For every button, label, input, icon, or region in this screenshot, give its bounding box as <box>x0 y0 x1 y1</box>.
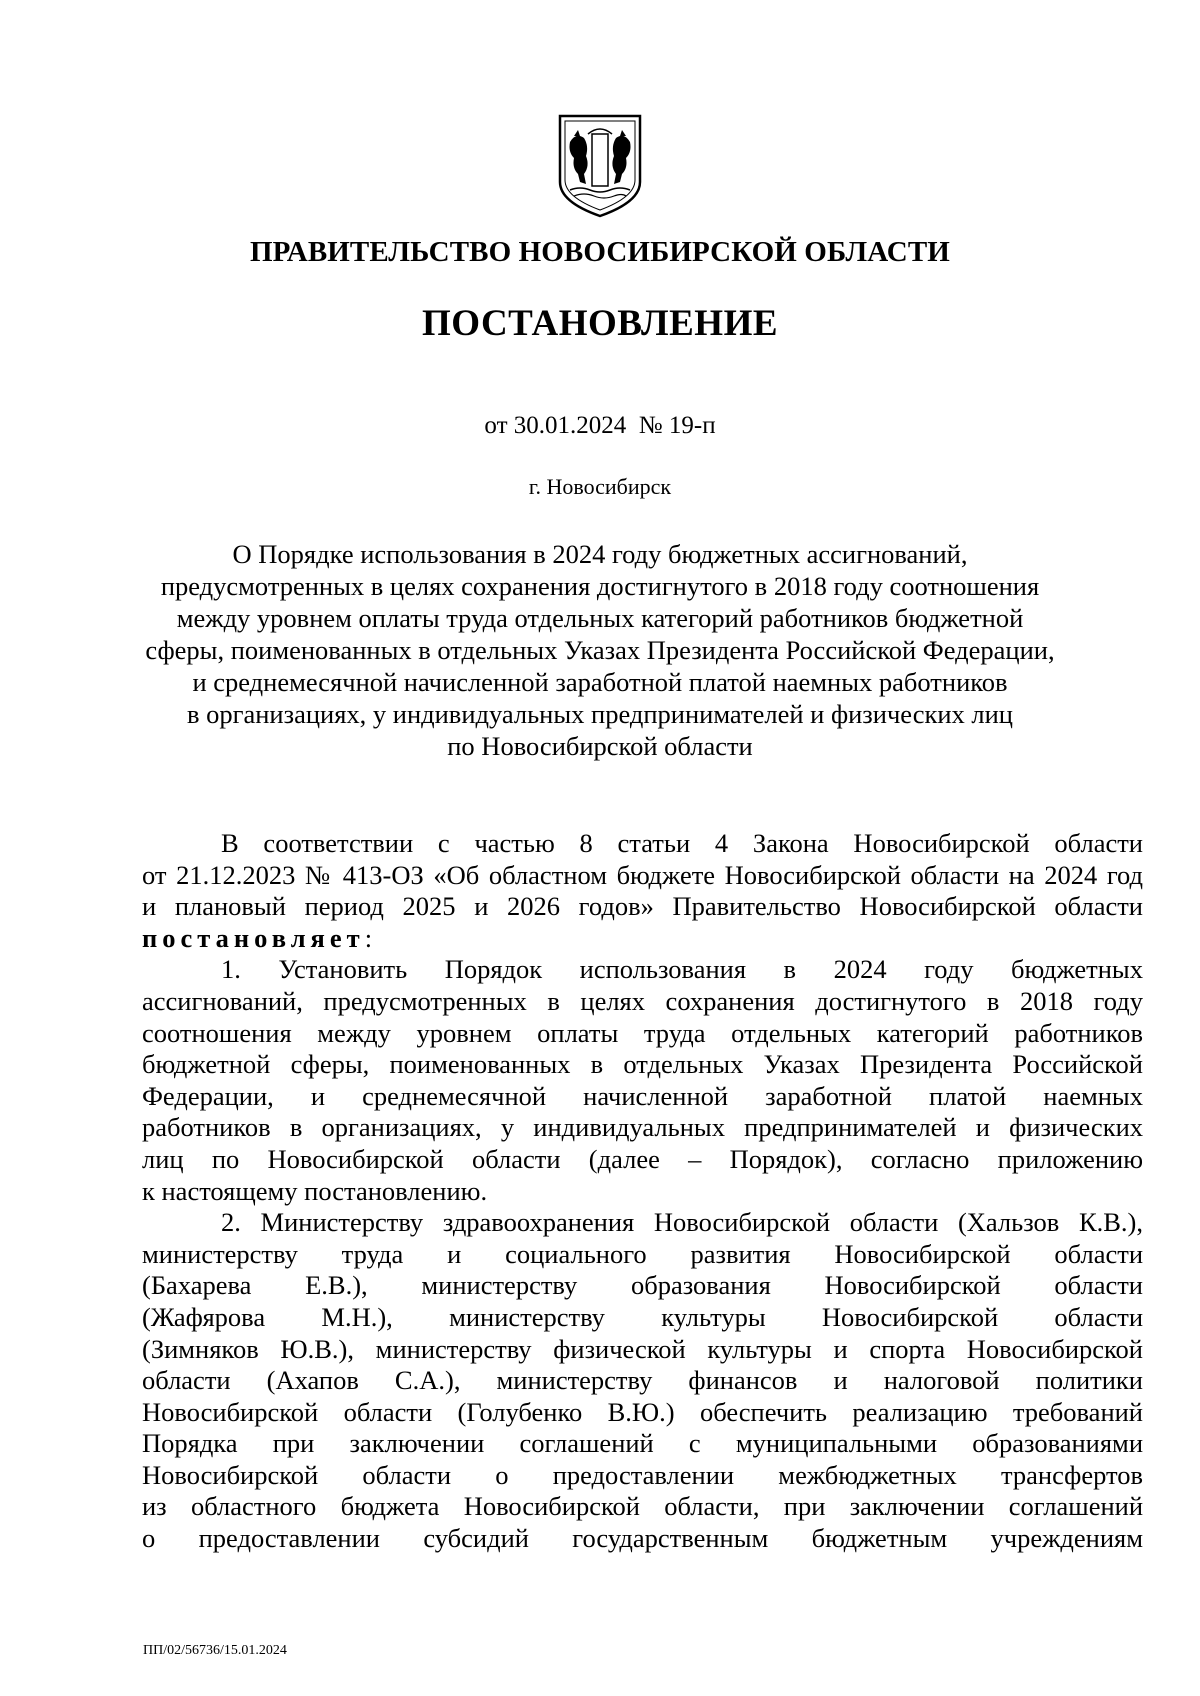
resolves-colon: : <box>364 922 373 953</box>
item1-line: лиц по Новосибирской области (далее – Порядок), согласно приложению <box>142 1143 1143 1174</box>
title-line: сферы, поименованных в отдельных Указах Президента Российской Федерации, <box>145 635 1055 665</box>
preamble-line: от 21.12.2023 № 413-ОЗ «Об областном бюджете Новосибирской области на 2024 год <box>142 859 1143 890</box>
item1-line: ассигнований, предусмотренных в целях сохранения достигнутого в 2018 году <box>142 985 1143 1016</box>
title-line: между уровнем оплаты труда отдельных категорий работников бюджетной <box>176 603 1024 633</box>
document-number: от 30.01.2024 № 19-п <box>484 412 716 439</box>
item1-line: 1. Установить Порядок использования в 2024 году бюджетных <box>221 954 1143 985</box>
item2-line: 2. Министерству здравоохранения Новосибирской области (Хальзов К.В.), <box>221 1207 1143 1238</box>
document-title <box>120 538 1080 762</box>
item2-line: Порядка при заключении соглашений с муниципальными образованиями <box>142 1428 1143 1459</box>
item1-line: бюджетной сферы, поименованных в отдельных Указах Президента Российской <box>142 1049 1143 1080</box>
coat-of-arms-icon <box>556 112 644 220</box>
item1-line: к настоящему постановлению. <box>142 1175 488 1206</box>
item2-line: из областного бюджета Новосибирской области, при заключении соглашений <box>142 1491 1143 1522</box>
item2-line: министерству труда и социального развития Новосибирской области <box>142 1238 1143 1269</box>
item1-line: работников в организациях, у индивидуальных предпринимателей и физических <box>142 1112 1143 1143</box>
document-body <box>142 828 1143 1555</box>
title-line: по Новосибирской области <box>447 731 753 761</box>
item1-line: соотношения между уровнем оплаты труда отдельных категорий работников <box>142 1017 1143 1048</box>
item2-line: Новосибирской области о предоставлении межбюджетных трансфертов <box>142 1459 1143 1490</box>
item2-line: о предоставлении субсидий государственным бюджетным учреждениям <box>142 1523 1143 1554</box>
title-line: О Порядке использования в 2024 году бюджетных ассигнований, <box>232 539 968 569</box>
organization-name: ПРАВИТЕЛЬСТВО НОВОСИБИРСКОЙ ОБЛАСТИ <box>250 236 950 268</box>
item1-line: Федерации, и среднемесячной начисленной заработной платой наемных <box>142 1080 1143 1111</box>
document-type: ПОСТАНОВЛЕНИЕ <box>421 303 779 344</box>
title-line: предусмотренных в целях сохранения достигнутого в 2018 году соотношения <box>160 571 1040 601</box>
item2-line: (Зимняков Ю.В.), министерству физической культуры и спорта Новосибирской <box>142 1333 1143 1364</box>
resolves-line <box>142 923 1143 955</box>
document-city: г. Новосибирск <box>528 474 672 499</box>
title-line: в организациях, у индивидуальных предпринимателей и физических лиц <box>186 699 1013 729</box>
item2-line: области (Ахапов С.А.), министерству финансов и налоговой политики <box>142 1365 1143 1396</box>
preamble-line: и плановый период 2025 и 2026 годов» Правительство Новосибирской области <box>142 891 1143 922</box>
item2-line: (Жафярова М.Н.), министерству культуры Новосибирской области <box>142 1301 1143 1332</box>
preamble-line: В соответствии с частью 8 статьи 4 Закона Новосибирской области <box>221 828 1143 858</box>
title-line: и среднемесячной начисленной заработной платой наемных работников <box>192 667 1008 697</box>
document-footer-code: ПП/02/56736/15.01.2024 <box>143 1643 287 1658</box>
resolves-word: постановляет <box>142 922 365 953</box>
item2-line: (Бахарева Е.В.), министерству образования Новосибирской области <box>142 1270 1143 1301</box>
item2-line: Новосибирской области (Голубенко В.Ю.) обеспечить реализацию требований <box>142 1396 1143 1427</box>
